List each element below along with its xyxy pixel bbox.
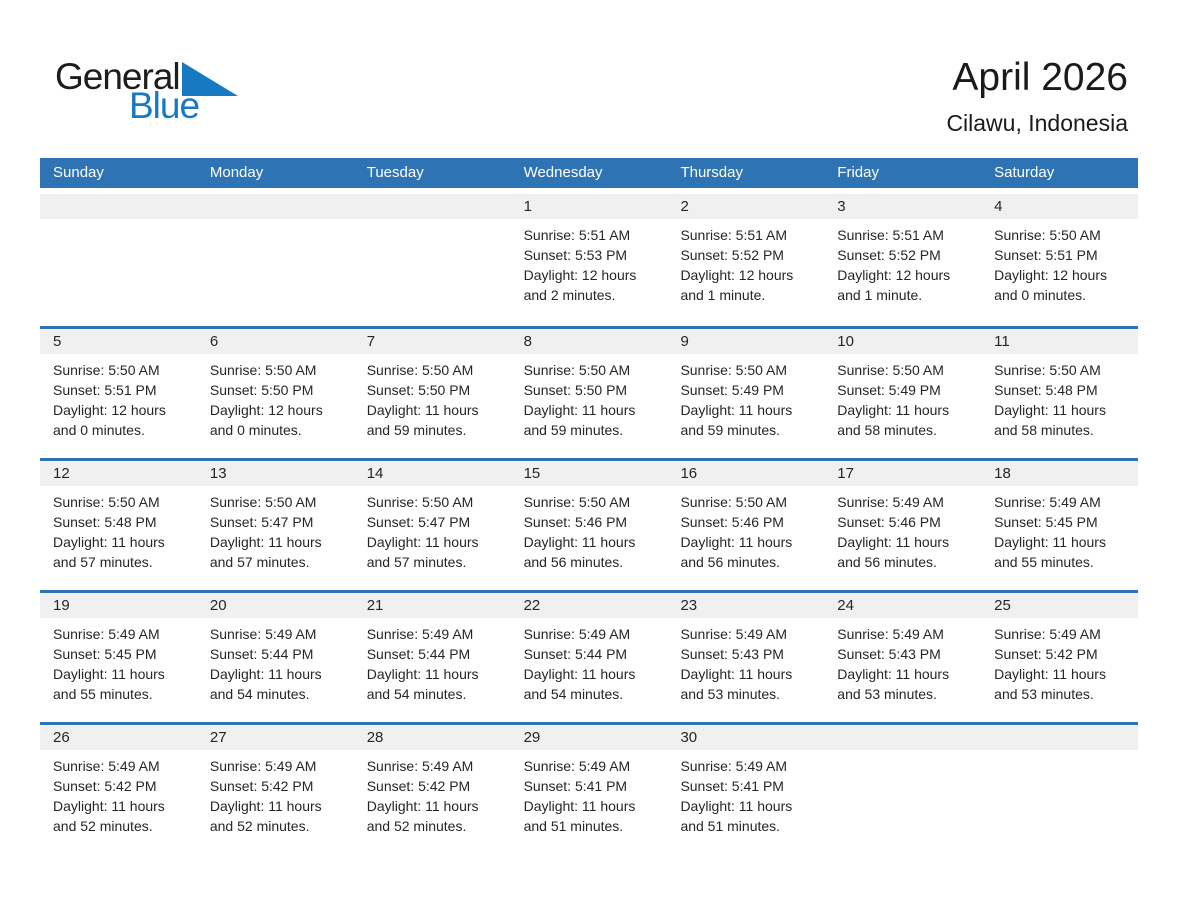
day-details (824, 618, 981, 704)
week-row (40, 326, 1138, 458)
day-details (511, 354, 668, 440)
weekday-header-tuesday: Tuesday (366, 164, 424, 181)
daylight-text-line2: and 51 minutes. (523, 818, 624, 834)
calendar-day-cell (354, 329, 511, 458)
sunset-text: Sunset: 5:48 PM (53, 514, 157, 530)
day-details (40, 354, 197, 440)
day-number: 9 (667, 329, 824, 354)
daylight-text-line2: and 58 minutes. (837, 422, 937, 438)
daylight-text-line1: Daylight: 11 hours (680, 402, 793, 418)
sunset-text: Sunset: 5:50 PM (523, 382, 628, 398)
day-details (197, 486, 354, 572)
day-details (824, 486, 981, 572)
daylight-text-line2: and 1 minute. (680, 287, 766, 303)
daylight-text-line1: Daylight: 11 hours (837, 402, 950, 418)
sunset-text: Sunset: 5:52 PM (680, 247, 784, 263)
calendar-day-cell (40, 593, 197, 722)
calendar-table (40, 158, 1138, 854)
sunset-text: Sunset: 5:44 PM (366, 646, 471, 662)
sunrise-text: Sunrise: 5:50 AM (209, 494, 317, 510)
daylight-text-line1: Daylight: 11 hours (523, 798, 636, 814)
page-title: April 2026 (952, 56, 1128, 99)
day-number: 19 (40, 593, 197, 618)
sunrise-text: Sunrise: 5:51 AM (680, 227, 788, 243)
sunset-text: Sunset: 5:42 PM (366, 778, 471, 794)
sunset-text: Sunset: 5:51 PM (994, 247, 1098, 263)
sunrise-text: Sunrise: 5:49 AM (837, 626, 944, 642)
sunrise-text: Sunrise: 5:49 AM (994, 494, 1101, 510)
calendar-day-cell (667, 461, 824, 590)
daylight-text-line1: Daylight: 11 hours (680, 534, 793, 550)
calendar-day-cell (354, 593, 511, 722)
day-number: 21 (354, 593, 511, 618)
day-number: 29 (511, 725, 668, 750)
day-details (511, 219, 668, 305)
day-number: 22 (511, 593, 668, 618)
day-number: 25 (981, 593, 1138, 618)
daylight-text-line1: Daylight: 11 hours (366, 798, 479, 814)
daylight-text-line1: Daylight: 11 hours (523, 534, 636, 550)
day-number: 7 (354, 329, 511, 354)
day-number: 20 (197, 593, 354, 618)
daylight-text-line2: and 59 minutes. (680, 422, 781, 438)
sunset-text: Sunset: 5:42 PM (209, 778, 314, 794)
calendar-day-cell (511, 194, 668, 326)
logo-text-general: General (55, 56, 180, 97)
sunset-text: Sunset: 5:46 PM (523, 514, 628, 530)
day-number (824, 725, 981, 750)
calendar-day-cell (981, 593, 1138, 722)
day-details (981, 219, 1138, 305)
week-row (40, 194, 1138, 326)
daylight-text-line2: and 58 minutes. (994, 422, 1094, 438)
calendar-day-cell (354, 725, 511, 854)
weekday-header-row (40, 158, 1138, 188)
weekday-header-thursday: Thursday (680, 164, 743, 181)
day-details (197, 618, 354, 704)
calendar-day-cell (511, 461, 668, 590)
daylight-text-line2: and 0 minutes. (209, 422, 302, 438)
daylight-text-line2: and 53 minutes. (994, 686, 1094, 702)
calendar-day-cell (197, 725, 354, 854)
daylight-text-line2: and 59 minutes. (523, 422, 624, 438)
day-number: 18 (981, 461, 1138, 486)
day-number: 27 (197, 725, 354, 750)
day-details (511, 618, 668, 704)
daylight-text-line1: Daylight: 12 hours (680, 267, 794, 283)
daylight-text-line1: Daylight: 11 hours (53, 666, 165, 682)
day-number: 14 (354, 461, 511, 486)
sunrise-text: Sunrise: 5:49 AM (680, 758, 788, 774)
day-number: 23 (667, 593, 824, 618)
title-block (946, 56, 1128, 137)
day-details (981, 354, 1138, 440)
sunset-text: Sunset: 5:51 PM (53, 382, 157, 398)
day-details (197, 354, 354, 440)
calendar-day-cell (511, 329, 668, 458)
daylight-text-line1: Daylight: 11 hours (209, 798, 322, 814)
day-number (197, 194, 354, 219)
sunrise-text: Sunrise: 5:49 AM (209, 758, 317, 774)
daylight-text-line1: Daylight: 11 hours (994, 666, 1106, 682)
weekday-header-friday: Friday (837, 164, 879, 181)
daylight-text-line2: and 2 minutes. (523, 287, 616, 303)
sunset-text: Sunset: 5:44 PM (523, 646, 628, 662)
daylight-text-line2: and 56 minutes. (837, 554, 937, 570)
sunrise-text: Sunrise: 5:50 AM (680, 494, 788, 510)
sunset-text: Sunset: 5:49 PM (837, 382, 941, 398)
sunset-text: Sunset: 5:41 PM (523, 778, 628, 794)
sunrise-text: Sunrise: 5:50 AM (366, 362, 474, 378)
calendar-day-cell (40, 725, 197, 854)
daylight-text-line1: Daylight: 11 hours (53, 534, 165, 550)
calendar-empty-cell (354, 194, 511, 326)
daylight-text-line1: Daylight: 12 hours (53, 402, 166, 418)
daylight-text-line2: and 0 minutes. (53, 422, 145, 438)
day-details (667, 750, 824, 836)
daylight-text-line1: Daylight: 11 hours (366, 666, 479, 682)
sunrise-text: Sunrise: 5:50 AM (680, 362, 788, 378)
day-number: 4 (981, 194, 1138, 219)
sunrise-text: Sunrise: 5:49 AM (53, 758, 160, 774)
day-details (981, 618, 1138, 704)
sunset-text: Sunset: 5:45 PM (994, 514, 1098, 530)
sunrise-text: Sunrise: 5:50 AM (209, 362, 317, 378)
day-details (667, 354, 824, 440)
daylight-text-line2: and 53 minutes. (680, 686, 781, 702)
sunrise-text: Sunrise: 5:50 AM (837, 362, 944, 378)
daylight-text-line2: and 55 minutes. (53, 686, 153, 702)
day-details (197, 750, 354, 836)
sunrise-text: Sunrise: 5:49 AM (680, 626, 788, 642)
sunset-text: Sunset: 5:45 PM (53, 646, 157, 662)
calendar-day-cell (40, 461, 197, 590)
week-row (40, 590, 1138, 722)
day-number: 11 (981, 329, 1138, 354)
sunrise-text: Sunrise: 5:49 AM (366, 758, 474, 774)
sunset-text: Sunset: 5:43 PM (680, 646, 784, 662)
calendar-empty-cell (981, 725, 1138, 854)
daylight-text-line2: and 52 minutes. (366, 818, 467, 834)
sunset-text: Sunset: 5:47 PM (366, 514, 471, 530)
daylight-text-line2: and 57 minutes. (209, 554, 310, 570)
day-details (354, 750, 511, 836)
daylight-text-line1: Daylight: 11 hours (366, 402, 479, 418)
day-details (824, 354, 981, 440)
daylight-text-line1: Daylight: 11 hours (680, 798, 793, 814)
daylight-text-line2: and 52 minutes. (53, 818, 153, 834)
day-details (40, 618, 197, 704)
sunset-text: Sunset: 5:44 PM (209, 646, 314, 662)
daylight-text-line2: and 57 minutes. (366, 554, 467, 570)
sunset-text: Sunset: 5:52 PM (837, 247, 941, 263)
calendar-day-cell (667, 329, 824, 458)
daylight-text-line1: Daylight: 12 hours (837, 267, 951, 283)
calendar-day-cell (981, 194, 1138, 326)
sunset-text: Sunset: 5:46 PM (837, 514, 941, 530)
day-details (40, 750, 197, 836)
sunrise-text: Sunrise: 5:51 AM (523, 227, 631, 243)
daylight-text-line1: Daylight: 11 hours (523, 666, 636, 682)
day-details (40, 486, 197, 572)
calendar-day-cell (354, 461, 511, 590)
day-number: 6 (197, 329, 354, 354)
week-row (40, 722, 1138, 854)
day-number: 24 (824, 593, 981, 618)
sunrise-text: Sunrise: 5:50 AM (994, 362, 1101, 378)
daylight-text-line2: and 52 minutes. (209, 818, 310, 834)
day-details (981, 486, 1138, 572)
day-details (354, 486, 511, 572)
sunrise-text: Sunrise: 5:50 AM (366, 494, 474, 510)
sunrise-text: Sunrise: 5:50 AM (53, 494, 160, 510)
calendar-day-cell (824, 329, 981, 458)
sunrise-text: Sunrise: 5:49 AM (366, 626, 474, 642)
calendar-day-cell (197, 329, 354, 458)
daylight-text-line1: Daylight: 12 hours (523, 267, 637, 283)
daylight-text-line1: Daylight: 11 hours (680, 666, 793, 682)
calendar-day-cell (511, 725, 668, 854)
day-number: 3 (824, 194, 981, 219)
day-number: 13 (197, 461, 354, 486)
daylight-text-line1: Daylight: 11 hours (837, 666, 950, 682)
day-number (354, 194, 511, 219)
day-number: 28 (354, 725, 511, 750)
daylight-text-line1: Daylight: 11 hours (994, 402, 1106, 418)
logo-text-blue: Blue (129, 85, 200, 126)
sunrise-text: Sunrise: 5:49 AM (837, 494, 944, 510)
calendar-weeks (40, 194, 1138, 854)
sunset-text: Sunset: 5:53 PM (523, 247, 628, 263)
page-subtitle: Cilawu, Indonesia (946, 109, 1128, 136)
calendar-day-cell (197, 461, 354, 590)
sunset-text: Sunset: 5:42 PM (994, 646, 1098, 662)
sunset-text: Sunset: 5:43 PM (837, 646, 941, 662)
daylight-text-line1: Daylight: 11 hours (994, 534, 1106, 550)
day-number: 5 (40, 329, 197, 354)
calendar-day-cell (667, 194, 824, 326)
day-number: 12 (40, 461, 197, 486)
calendar-day-cell (824, 461, 981, 590)
day-details (667, 486, 824, 572)
daylight-text-line1: Daylight: 11 hours (366, 534, 479, 550)
sunrise-text: Sunrise: 5:50 AM (53, 362, 160, 378)
daylight-text-line2: and 56 minutes. (523, 554, 624, 570)
sunrise-text: Sunrise: 5:49 AM (994, 626, 1101, 642)
day-number: 16 (667, 461, 824, 486)
calendar-day-cell (824, 593, 981, 722)
daylight-text-line1: Daylight: 11 hours (523, 402, 636, 418)
calendar-empty-cell (197, 194, 354, 326)
calendar-day-cell (197, 593, 354, 722)
calendar-day-cell (981, 461, 1138, 590)
daylight-text-line2: and 57 minutes. (53, 554, 153, 570)
daylight-text-line2: and 54 minutes. (209, 686, 310, 702)
daylight-text-line2: and 59 minutes. (366, 422, 467, 438)
weekday-header-monday: Monday (209, 164, 264, 181)
day-details (354, 354, 511, 440)
calendar-empty-cell (824, 725, 981, 854)
day-number: 30 (667, 725, 824, 750)
sunrise-text: Sunrise: 5:49 AM (209, 626, 317, 642)
weekday-header-wednesday: Wednesday (523, 164, 603, 181)
day-number (981, 725, 1138, 750)
day-details (511, 750, 668, 836)
daylight-text-line2: and 56 minutes. (680, 554, 781, 570)
day-number (40, 194, 197, 219)
sunrise-text: Sunrise: 5:49 AM (53, 626, 160, 642)
sunset-text: Sunset: 5:41 PM (680, 778, 784, 794)
daylight-text-line1: Daylight: 11 hours (53, 798, 165, 814)
calendar-day-cell (824, 194, 981, 326)
daylight-text-line1: Daylight: 12 hours (994, 267, 1107, 283)
daylight-text-line2: and 54 minutes. (366, 686, 467, 702)
calendar-day-cell (667, 593, 824, 722)
daylight-text-line2: and 1 minute. (837, 287, 923, 303)
sunset-text: Sunset: 5:42 PM (53, 778, 157, 794)
weekday-header-saturday: Saturday (994, 164, 1055, 181)
daylight-text-line2: and 0 minutes. (994, 287, 1086, 303)
day-number: 15 (511, 461, 668, 486)
sunset-text: Sunset: 5:49 PM (680, 382, 784, 398)
weekday-header-sunday: Sunday (53, 164, 104, 181)
day-number: 1 (511, 194, 668, 219)
daylight-text-line2: and 55 minutes. (994, 554, 1094, 570)
sunrise-text: Sunrise: 5:49 AM (523, 626, 631, 642)
calendar-day-cell (511, 593, 668, 722)
sunrise-text: Sunrise: 5:50 AM (523, 362, 631, 378)
daylight-text-line1: Daylight: 12 hours (209, 402, 323, 418)
daylight-text-line2: and 53 minutes. (837, 686, 937, 702)
sunset-text: Sunset: 5:50 PM (209, 382, 314, 398)
day-details (511, 486, 668, 572)
day-number: 10 (824, 329, 981, 354)
day-details (667, 618, 824, 704)
daylight-text-line2: and 54 minutes. (523, 686, 624, 702)
calendar-day-cell (981, 329, 1138, 458)
day-details (354, 618, 511, 704)
daylight-text-line2: and 51 minutes. (680, 818, 781, 834)
day-number: 17 (824, 461, 981, 486)
sunset-text: Sunset: 5:47 PM (209, 514, 314, 530)
sunrise-text: Sunrise: 5:50 AM (994, 227, 1101, 243)
calendar-day-cell (40, 329, 197, 458)
day-number: 26 (40, 725, 197, 750)
sunrise-text: Sunrise: 5:51 AM (837, 227, 944, 243)
day-number: 8 (511, 329, 668, 354)
sunrise-text: Sunrise: 5:50 AM (523, 494, 631, 510)
week-row (40, 458, 1138, 590)
day-details (824, 219, 981, 305)
sunrise-text: Sunrise: 5:49 AM (523, 758, 631, 774)
sunset-text: Sunset: 5:46 PM (680, 514, 784, 530)
general-blue-logo[interactable] (55, 58, 238, 124)
day-details (667, 219, 824, 305)
sunset-text: Sunset: 5:50 PM (366, 382, 471, 398)
calendar-empty-cell (40, 194, 197, 326)
sunset-text: Sunset: 5:48 PM (994, 382, 1098, 398)
daylight-text-line1: Daylight: 11 hours (837, 534, 950, 550)
daylight-text-line1: Daylight: 11 hours (209, 534, 322, 550)
calendar-day-cell (667, 725, 824, 854)
day-number: 2 (667, 194, 824, 219)
daylight-text-line1: Daylight: 11 hours (209, 666, 322, 682)
